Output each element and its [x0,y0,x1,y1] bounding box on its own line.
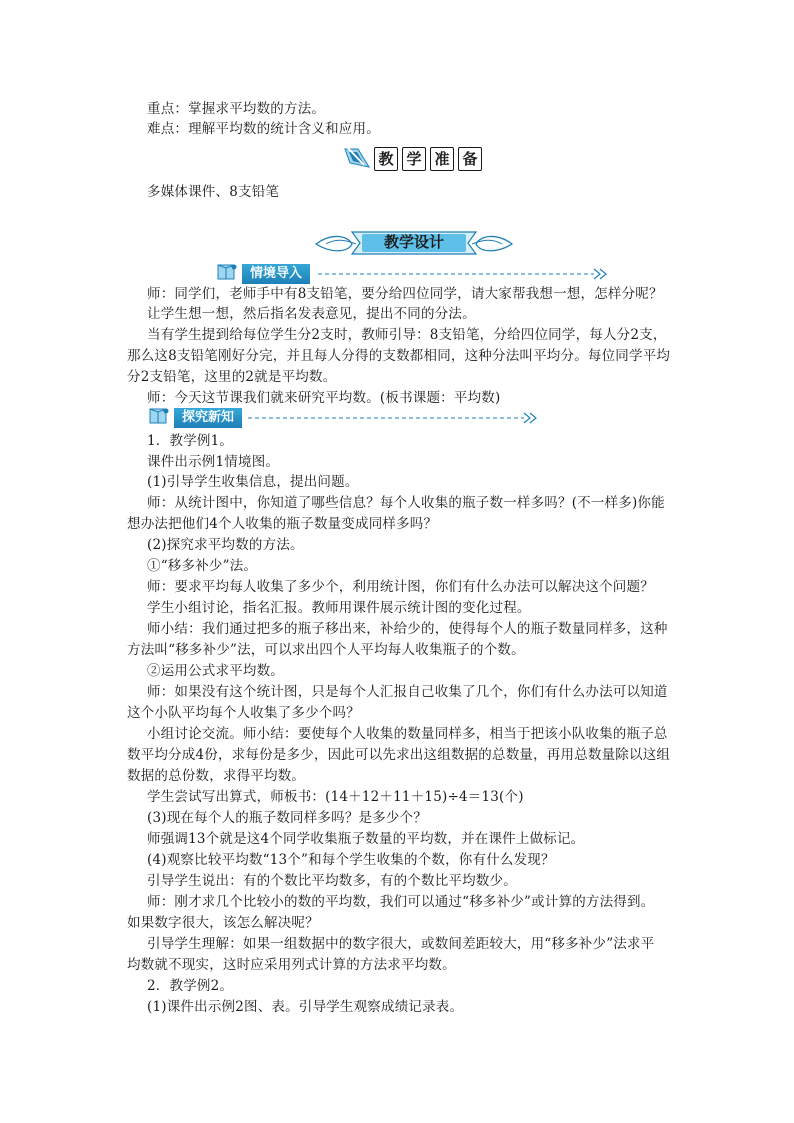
section-tag-label: 探究新知 [174,408,242,428]
paragraph-line: 这个小队平均每个人收集了多少个吗？ [127,705,360,721]
difficulty-label: 难点 [147,121,175,137]
paragraph-line: 师：今天这节课我们就来研究平均数。(板书课题：平均数) [147,390,501,406]
book-icon [216,262,238,286]
paragraph-line: 那么这8支铅笔刚好分完，并且每人分得的支数都相同，这种分法叫平均分。每位同学平均 [127,348,671,364]
paragraph-line: (3)现在每个人的瓶子数同样多吗？是多少个？ [147,810,428,826]
teaching-design-ribbon [312,226,516,260]
paragraph-line: (1)引导学生收集信息，提出问题。 [147,474,359,490]
paragraph-line: 1．教学例1。 [147,433,234,449]
arrow-icon [248,412,538,424]
key-point [147,99,677,119]
paragraph-line: 分2支铅笔，这里的2就是平均数。 [127,369,337,385]
paragraph-line: 师：从统计图中，你知道了哪些信息？每个人收集的瓶子数一样多吗？(不一样多)你能 [147,495,665,511]
paragraph-line: (1)课件出示例2图、表。引导学生观察成绩记录表。 [147,999,464,1015]
paragraph-line: 引导学生说出：有的个数比平均数多，有的个数比平均数少。 [147,873,517,889]
paragraph-line: (2)探究求平均数的方法。 [147,537,304,553]
teaching-prep-banner [344,146,482,172]
book-icon [148,406,170,430]
paragraph-line: 当有学生提到给每位学生分2支时，教师引导：8支铅笔，分给四位同学，每人分2支， [147,327,667,343]
key-point-label: 重点 [147,101,175,117]
section-tag-explore [148,407,242,429]
paragraph-line: 方法叫“移多补少”法，可以求出四个人平均每人收集瓶子的个数。 [127,642,525,658]
paragraph-line: ①“移多补少”法。 [147,558,258,574]
paragraph-line: 学生小组讨论，指名汇报。教师用课件展示统计图的变化过程。 [147,600,531,616]
paragraph-line: 课件出示例1情境图。 [147,454,280,470]
prep-char: 教 [374,147,398,171]
paragraph-line: 如果数字很大，该怎么解决呢？ [127,915,319,931]
prep-char: 学 [402,147,426,171]
teaching-design-title: 教学设计 [383,233,444,251]
section-tag-label: 情境导入 [242,264,310,284]
paragraph-line: 师：同学们，老师手中有8支铅笔，要分给四位同学，请大家帮我想一想，怎样分呢？ [147,286,663,302]
paragraph-line: (4)观察比较平均数“13个”和每个学生收集的个数，你有什么发现？ [147,852,555,868]
paragraph-line: 小组讨论交流。师小结：要使每个人收集的数量同样多，相当于把该小队收集的瓶子总 [147,726,668,742]
difficulty-point [147,119,677,139]
arrow-icon [318,268,608,280]
paragraph-line: 数据的总份数，求得平均数。 [127,768,306,784]
paragraph-line: 2．教学例2。 [147,978,234,994]
paragraph-line: 均数就不现实，这时应采用列式计算的方法求平均数。 [127,957,456,973]
paragraph-line: 师强调13个就是这4个同学收集瓶子数量的平均数，并在课件上做标记。 [147,831,585,847]
section-tag-context [216,263,310,285]
paragraph-line: 数平均分成4份，求每份是多少，因此可以先求出这组数据的总数量，再用总数量除以这组 [127,747,671,763]
paragraph-line: ②运用公式求平均数。 [147,663,284,679]
pen-icon [344,145,370,173]
paragraph-line: 师小结：我们通过把多的瓶子移出来，补给少的，使得每个人的瓶子数量同样多，这种 [147,621,668,637]
materials-line: 多媒体课件、8支铅笔 [147,184,280,200]
key-point-text: ：掌握求平均数的方法。 [174,101,326,117]
paragraph-line: 学生尝试写出算式，师板书：(14＋12＋11＋15)÷4＝13(个) [147,789,524,805]
paragraph-line: 让学生想一想，然后指名发表意见，提出不同的分法。 [147,306,476,322]
paragraph-line: 师：要求平均每人收集了多少个，利用统计图，你们有什么办法可以解决这个问题？ [147,579,654,595]
paragraph-line: 引导学生理解：如果一组数据中的数字很大，或数间差距较大，用“移多补少”法求平 [147,936,655,952]
prep-char: 备 [458,147,482,171]
paragraph-line: 师：刚才求几个比较小的数的平均数，我们可以通过“移多补少”或计算的方法得到。 [147,894,655,910]
paragraph-line: 想办法把他们4个人收集的瓶子数量变成同样多吗？ [127,516,438,532]
paragraph-line: 师：如果没有这个统计图，只是每个人汇报自己收集了几个，你们有什么办法可以知道 [147,684,668,700]
difficulty-text: ：理解平均数的统计含义和应用。 [174,121,380,137]
prep-char: 准 [430,147,454,171]
